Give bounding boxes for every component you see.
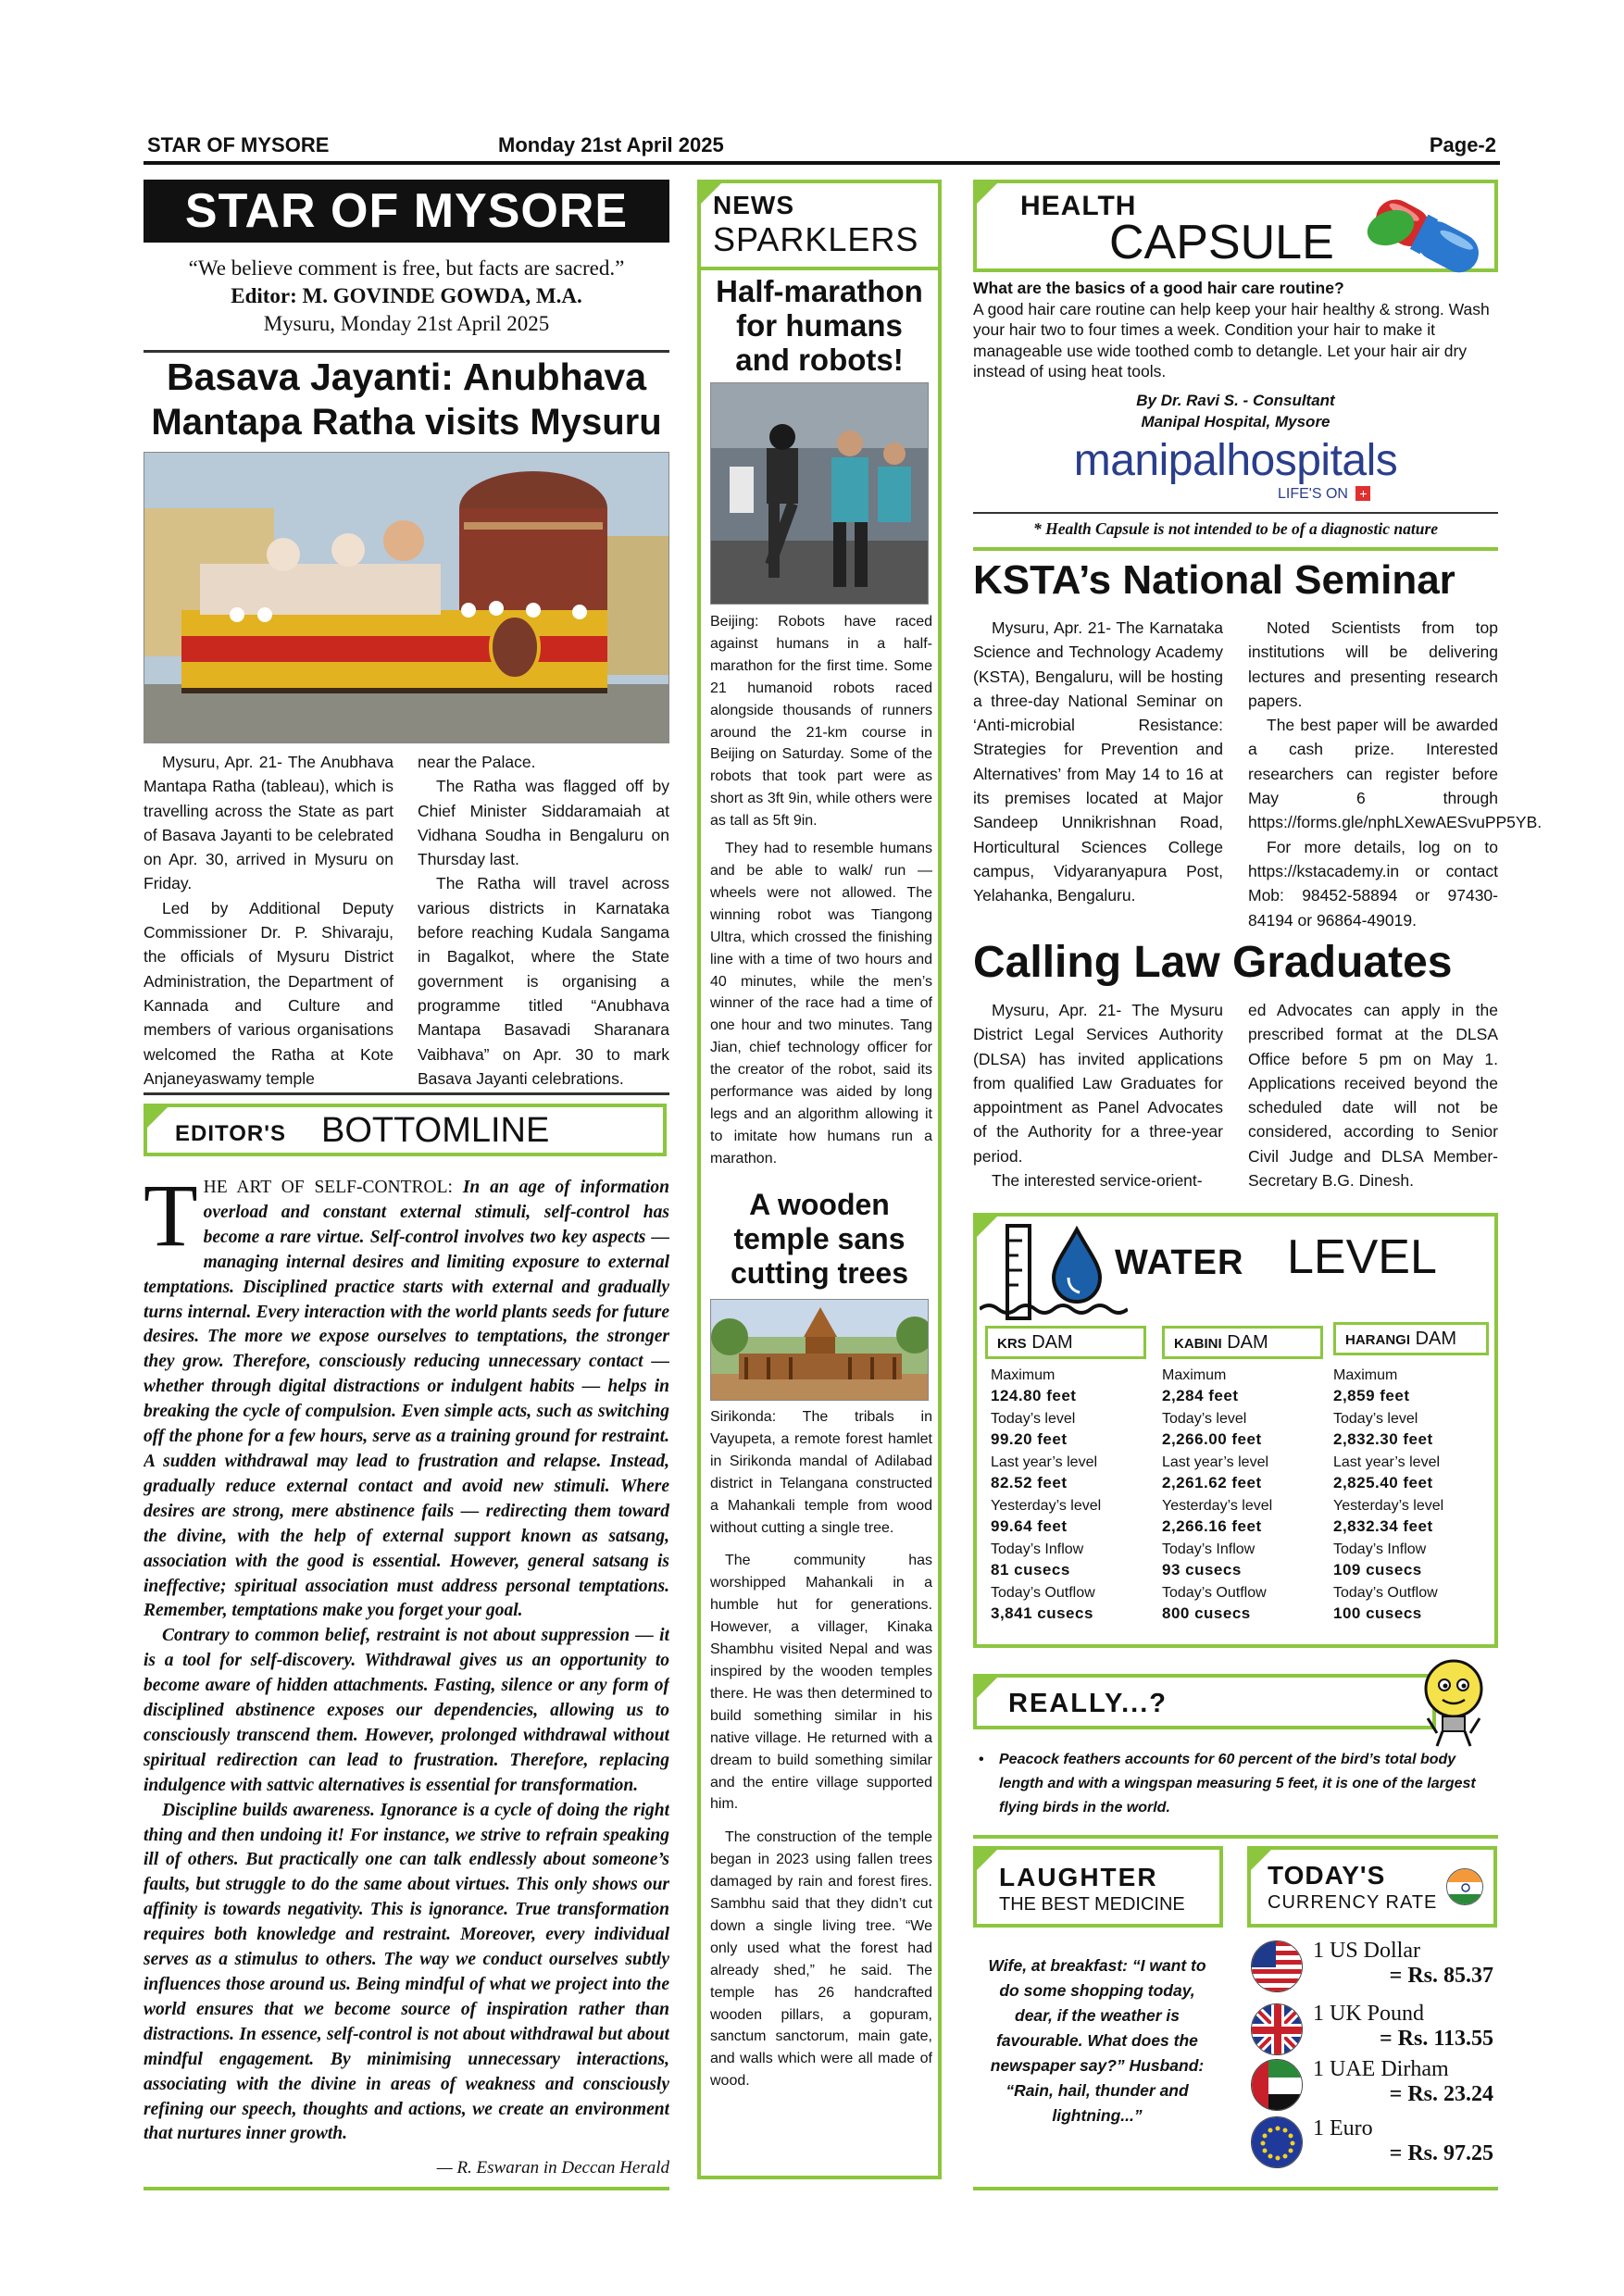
basava-headline-line1: Basava Jayanti: Anubhava xyxy=(166,356,647,398)
dam-data-krs xyxy=(991,1366,1157,1627)
basava-bottom-rule xyxy=(144,1092,669,1095)
header-paper-name: STAR OF MYSORE xyxy=(147,133,330,156)
dam-row-label: Today’s level xyxy=(1333,1411,1418,1427)
dam-row-value: 800 cusecs xyxy=(1162,1604,1251,1622)
currency-label-small: CURRENCY RATE xyxy=(1268,1892,1438,1913)
health-divider xyxy=(973,512,1498,514)
wooden-temple-paragraph: The community has worshipped Mahankali in a humble hut for generations. However, a villager, Kinaka Shambhu visited Nepal and was inspired by the wooden temples there. He was then determined to build something similar in his native village. He returned with a dream to build something similar and the entire village supported him. xyxy=(710,1553,932,1813)
masthead-rule xyxy=(144,350,669,353)
bottomline-credit: — R. Eswaran in Deccan Herald xyxy=(436,2158,669,2177)
dam-row-value: 2,261.62 feet xyxy=(1162,1474,1262,1491)
dam-row-label: Today’s Inflow xyxy=(1333,1541,1427,1557)
currency-row-gbp xyxy=(1313,2002,1493,2052)
eu-flag-icon xyxy=(1251,2116,1303,2168)
health-label-small: HEALTH xyxy=(1020,191,1137,221)
robot-marathon-paragraph: They had to resemble humans and be able to walk/ run — wheels were not allowed. The winning robot was Tiangong Ultra, which crossed the finishing line with a time of two hours and 40 minutes, while the men’s winner of the race had a time of one hour and two minutes. Tang Jian, chief technology officer for the creator of the robot, said its performance was aided by long legs and an algorithm allowing it to imitate how humans run a marathon. xyxy=(710,841,932,1167)
running-header xyxy=(144,130,1500,163)
currency-value: = Rs. 23.24 xyxy=(1389,2082,1493,2106)
really-label-box xyxy=(973,1674,1436,1729)
dam-row-label: Today’s Inflow xyxy=(991,1541,1084,1557)
dam-row-label: Yesterday’s level xyxy=(991,1498,1102,1514)
corner-flag xyxy=(973,180,1001,207)
dam-row-value: 109 cusecs xyxy=(1333,1561,1422,1578)
bottomline-label-box xyxy=(144,1104,667,1156)
masthead-editor: Editor: M. GOVINDE GOWDA, M.A. xyxy=(231,284,582,307)
basava-paragraph: near the Palace. xyxy=(418,753,536,771)
ksta-paragraph: The best paper will be awarded a cash prize. Interested researchers can register before May 6 through https://forms.gle/nphLXewAESvuPP5YB. xyxy=(1248,716,1543,832)
law-paragraph: ed Advocates can apply in the prescribed format at the DLSA Office before 5 pm on May 1. Applications received beyond the scheduled date will not be considered, according to Senior Civil Judge and DLSA Member-Secretary B.G. Dinesh. xyxy=(1248,1001,1498,1191)
dam-row-label: Today’s level xyxy=(991,1411,1076,1427)
currency-value: = Rs. 113.55 xyxy=(1379,2027,1493,2051)
dam-row-value: 124.80 feet xyxy=(991,1387,1077,1404)
water-label-big: LEVEL xyxy=(1287,1230,1437,1284)
dam-row-label: Today’s level xyxy=(1162,1411,1247,1427)
uae-flag-icon xyxy=(1251,2059,1303,2111)
currency-row-aed xyxy=(1313,2057,1493,2107)
manipal-logo-tagline xyxy=(1278,486,1370,503)
dam-row-label: Last year’s level xyxy=(1162,1454,1269,1470)
laughter-label-big: LAUGHTER xyxy=(999,1863,1158,1891)
ksta-column-2 xyxy=(1248,616,1543,932)
laughter-label-small: THE BEST MEDICINE xyxy=(999,1894,1185,1915)
ksta-headline: KSTA’s National Seminar xyxy=(973,557,1455,603)
currency-unit: 1 UAE Dirham xyxy=(1313,2057,1449,2081)
bottomline-lead: HE ART OF SELF-CONTROL: xyxy=(203,1178,453,1197)
wooden-temple-photo xyxy=(710,1299,929,1401)
wooden-temple-headline: A wooden temple sans cutting trees xyxy=(730,1188,909,1290)
dam-data-harangi xyxy=(1333,1366,1495,1627)
bottomline-paragraph: Contrary to common belief, restraint is not about suppression — it is a tool for self-discovery. Withdrawal gives us an opportunity to become aware of hidden attachments. Fasting, silence or any form of disciplined abstinence exposes our dependencies, allowing us to consciously transcend them. However, prolonged withdrawal without spiritual redirection can lead to frustration. Therefore, replacing indulgence with sattvic alternatives is essential for transformation. xyxy=(144,1626,669,1795)
basava-paragraph: Led by Additional Deputy Commissioner Dr. P. Shivaraju, the officials of Mysuru District Administration, the Department of Kannada and Culture and members of various organisations welcomed the Ratha at Kote Anjaneyaswamy temple xyxy=(144,898,394,1088)
dam-row-value: 2,825.40 feet xyxy=(1333,1474,1433,1491)
dam-name-small: KABINI xyxy=(1174,1336,1222,1352)
corner-flag xyxy=(144,1104,171,1131)
dam-row-label: Maximum xyxy=(991,1367,1056,1383)
health-label-big: CAPSULE xyxy=(1109,216,1334,269)
ksta-paragraph: Mysuru, Apr. 21- The Karnataka Science and Technology Academy (KSTA), Bengaluru, will be hosting a three-day National Seminar on ‘Anti-microbial Resistance: Strategies for Prevention and Alternatives’ from May 14 to 16 at its premises located at Major Sandeep Unnikrishnan Road, Horticultural Sciences College campus, Vidyaranyapura Post, Yelahanka, Bengaluru. xyxy=(973,618,1223,905)
robot-marathon-headline: Half-marathon for humans and robots! xyxy=(716,274,923,377)
dam-row-value: 99.20 feet xyxy=(991,1430,1068,1448)
wooden-temple-body xyxy=(710,1406,932,2092)
dam-row-value: 81 cusecs xyxy=(991,1561,1070,1578)
dam-row-value: 2,284 feet xyxy=(1162,1387,1239,1404)
law-headline: Calling Law Graduates xyxy=(973,938,1453,987)
bottomline-bottom-rule xyxy=(144,2187,669,2190)
health-answer: A good hair care routine can help keep your hair healthy & strong. Wash your hair two to four times a week. Condition your hair to make it manageable use wide toothed comb to detangle. Let your hair air dry instead of using heat tools. xyxy=(973,299,1490,381)
dam-data-kabini xyxy=(1162,1366,1329,1627)
robot-marathon-photo xyxy=(710,382,929,605)
health-question: What are the basics of a good hair care routine? xyxy=(973,279,1344,297)
dam-row-value: 2,859 feet xyxy=(1333,1387,1410,1404)
dam-title-kabini xyxy=(1162,1326,1323,1359)
water-gauge-icon xyxy=(980,1220,1128,1322)
right-column-bottom-rule xyxy=(973,2187,1498,2190)
really-label: REALLY...? xyxy=(1008,1689,1168,1718)
health-byline xyxy=(973,390,1498,432)
health-qa xyxy=(973,278,1498,382)
dam-row-value: 2,832.30 feet xyxy=(1333,1430,1433,1448)
laughter-joke: Wife, at breakfast: “I want to do some shopping today, dear, if the weather is favourable. What does the newspaper say?” Husband: “Rain, hail, thunder and lightning...” xyxy=(988,1956,1206,2125)
ratha-photo xyxy=(144,452,669,743)
really-bottom-rule xyxy=(973,1835,1498,1839)
header-page-number: Page-2 xyxy=(1429,133,1496,156)
basava-paragraph: Mysuru, Apr. 21- The Anubhava Mantapa Ratha (tableau), which is travelling across the State as part of Basava Jayanti to be celebrated on Apr. 30, arrived in Mysuru on Friday. xyxy=(144,753,394,893)
dam-title-harangi xyxy=(1333,1322,1489,1355)
dam-row-value: 2,266.00 feet xyxy=(1162,1430,1262,1448)
dam-row-label: Yesterday’s level xyxy=(1162,1498,1273,1514)
law-paragraph: Mysuru, Apr. 21- The Mysuru District Legal Services Authority (DLSA) has invited applications from qualified Law Graduates for appointment as Panel Advocates of the Authority for a three-year period. xyxy=(973,1001,1223,1166)
currency-value: = Rs. 85.37 xyxy=(1389,1964,1493,1988)
robot-marathon-paragraph: Beijing: Robots have raced against humans in a half-marathon for the first time. Some 21 humanoid robots raced alongside thousands of runners around the 21-km course in Beijing on Saturday. Some of the robots that took part were as short as 3ft 9in, while others were as tall as 5ft 9in. xyxy=(710,614,932,830)
manipal-tagline-text: LIFE'S ON xyxy=(1278,486,1348,502)
corner-flag xyxy=(973,1674,1001,1702)
dam-row-value: 2,266.16 feet xyxy=(1162,1517,1262,1535)
news-label-big: SPARKLERS xyxy=(713,220,919,258)
currency-value: = Rs. 97.25 xyxy=(1389,2141,1493,2165)
uk-flag-icon xyxy=(1251,2003,1303,2055)
dam-row-value: 82.52 feet xyxy=(991,1474,1068,1491)
currency-unit: 1 UK Pound xyxy=(1313,2002,1425,2026)
health-byline-line2: Manipal Hospital, Mysore xyxy=(1141,413,1330,430)
dam-row-label: Maximum xyxy=(1333,1367,1398,1383)
ksta-paragraph: For more details, log on to https://kstacademy.in or contact Mob: 98452-58894 or 97430-84194 or 96864-49019. xyxy=(1248,837,1498,930)
basava-column-1 xyxy=(144,750,394,1091)
dam-name: DAM xyxy=(1415,1329,1457,1349)
dam-row-value: 100 cusecs xyxy=(1333,1604,1422,1622)
dam-row-value: 2,832.34 feet xyxy=(1333,1517,1433,1535)
header-date: Monday 21st April 2025 xyxy=(498,133,724,156)
law-paragraph: The interested service-orient- xyxy=(992,1171,1203,1191)
bottomline-label-small: EDITOR'S xyxy=(175,1121,286,1146)
dam-name-small: KRS xyxy=(997,1336,1027,1352)
masthead-tagline xyxy=(144,255,669,338)
bullet-icon: • xyxy=(979,1752,984,1767)
really-fact-block xyxy=(973,1748,1498,1820)
health-disclaimer: * Health Capsule is not intended to be of a diagnostic nature xyxy=(1032,519,1439,538)
dam-row-label: Today’s Outflow xyxy=(1162,1585,1267,1601)
basava-paragraph: The Ratha will travel across various districts in Karnataka before reaching Kudala Sangama in Bagalkot, where the State government is organising a programme titled “Anubhava Mantapa Basavadi Sharanara Vaibhava” on Apr. 30 to mark Basava Jayanti celebrations. xyxy=(418,874,669,1088)
dam-row-label: Today’s Outflow xyxy=(1333,1585,1438,1601)
currency-unit: 1 US Dollar xyxy=(1313,1939,1420,1963)
dam-row-label: Today’s Outflow xyxy=(991,1585,1095,1601)
bottomline-dropcap: T xyxy=(144,1176,198,1265)
basava-headline-line2: Mantapa Ratha visits Mysuru xyxy=(151,402,662,443)
dam-row-label: Today’s Inflow xyxy=(1162,1541,1255,1557)
india-flag-icon xyxy=(1446,1868,1483,1905)
ksta-column-1 xyxy=(973,616,1223,908)
wooden-temple-paragraph: The construction of the temple began in 2023 using fallen trees damaged by rain and forest fires. Sambhu said that they didn’t cut down a single living tree. “We only used what the forest had already shed,” he said. The temple has 26 handcrafted wooden pillars, a gopuram, sanctum sanctorum, main gate, and walls which were all made of wood. xyxy=(710,1829,932,2090)
law-column-1 xyxy=(973,998,1223,1192)
ksta-paragraph: Noted Scientists from top institutions will be delivering lectures and presenting research papers. xyxy=(1248,618,1498,710)
currency-row-eur xyxy=(1313,2116,1493,2166)
robot-marathon-body xyxy=(710,611,932,1170)
masthead-title: STAR OF MYSORE xyxy=(144,180,669,243)
wooden-temple-paragraph: Sirikonda: The tribals in Vayupeta, a remote forest hamlet in Sirikonda mandal of Adilabad district in Telangana constructed a Mahankali temple from wood without cutting a single tree. xyxy=(710,1409,932,1536)
bottomline-paragraph: Discipline builds awareness. Ignorance is a cycle of doing the right thing and then undoing it! For instance, we strive to refrain speaking ill of others. But practically one can talk endlessly about someone’s faults, but struggle to do the same about virtues. This only shows our affinity is towards negativity. This is ignorance. True transformation requires both knowledge and restraint. Moreover, every individual serves as a stimulus to others. The way we conduct ourselves subtly influences those around us. Being mindful of what we project into the world ensures that we become source of inspiration rather than distractions. In essence, self-control is not about withdrawal but about mindful engagement. By minimising unnecessary interactions, associating with the divine in areas of weakness and consciously refining our speech, thoughts and actions, we create an environment that nurtures inner growth. xyxy=(144,1800,669,2144)
manipal-logo: manipalhospitals xyxy=(1073,436,1398,485)
masthead-quote: “We believe comment is free, but facts are sacred.” xyxy=(188,256,625,280)
masthead-dateline: Mysuru, Monday 21st April 2025 xyxy=(263,312,550,335)
basava-headline xyxy=(144,355,669,445)
laughter-label-box xyxy=(973,1846,1223,1928)
law-column-2 xyxy=(1248,998,1498,1192)
dam-name: DAM xyxy=(1031,1332,1073,1353)
news-label-small: NEWS xyxy=(713,191,794,219)
dam-name-small: HARANGI xyxy=(1345,1332,1410,1348)
lightbulb-icon xyxy=(1405,1650,1498,1752)
dam-row-label: Yesterday’s level xyxy=(1333,1498,1444,1514)
currency-unit: 1 Euro xyxy=(1313,2116,1373,2140)
dam-row-value: 99.64 feet xyxy=(991,1517,1068,1535)
dam-title-krs xyxy=(985,1326,1146,1359)
corner-flag xyxy=(973,1846,1001,1874)
dam-row-label: Last year’s level xyxy=(1333,1454,1441,1470)
water-label-small: WATER xyxy=(1115,1243,1244,1282)
bottomline-label-big: BOTTOMLINE xyxy=(321,1111,550,1150)
basava-column-2 xyxy=(418,750,669,1091)
health-bottom-rule xyxy=(973,547,1498,551)
dam-name: DAM xyxy=(1227,1332,1268,1353)
us-flag-icon xyxy=(1251,1940,1303,1992)
currency-label-big: TODAY'S xyxy=(1268,1861,1386,1890)
header-rule xyxy=(144,161,1500,165)
dam-row-value: 3,841 cusecs xyxy=(991,1604,1093,1622)
basava-paragraph: The Ratha was flagged off by Chief Minister Siddaramaiah at Vidhana Soudha in Bengaluru on Thursday last. xyxy=(418,777,669,869)
dam-row-label: Maximum xyxy=(1162,1367,1227,1383)
currency-row-usd xyxy=(1313,1939,1493,1989)
bottomline-body xyxy=(144,1176,669,2157)
news-label-rule xyxy=(701,267,938,270)
manipal-plus-icon: + xyxy=(1355,486,1370,501)
health-byline-line1: By Dr. Ravi S. - Consultant xyxy=(1136,392,1335,409)
dam-row-value: 93 cusecs xyxy=(1162,1561,1242,1578)
really-fact: Peacock feathers accounts for 60 percent of the bird’s total body length and with a wingspan measuring 5 feet, it is one of the largest flying birds in the world. xyxy=(999,1752,1476,1816)
dam-row-label: Last year’s level xyxy=(991,1454,1098,1470)
bottomline-paragraph: In an age of information overload and constant external stimuli, self-control has become a rare virtue. Self-control involves two key aspects — managing internal desires and limiting exposure to external temptations. Disciplined practice starts with external and gradually turns internal. Every interaction with the world plants seeds for future desires. The more we expose ourselves to temptations, the stronger they grow. Therefore, consciously reducing unnecessary contact — whether through digital distractions or indulgent habits — helps in breaking the cycle of compulsion. Even simple acts, such as switching off the phone for a few hours, serve as a training ground for restraint. A sudden withdrawal may lead to frustration and relapse. Instead, gradually reduce external contact and avoid new stimuli. Where desires are strong, mere abstinence fails — redirecting them toward the divine, with the help of external support known as satsang, association with the good is essential. However, general satsang is ineffective; spiritual association must address personal temptations. Remember, temptations make you forget your goal. xyxy=(144,1178,669,1621)
capsule-pill-icon xyxy=(1354,191,1502,280)
